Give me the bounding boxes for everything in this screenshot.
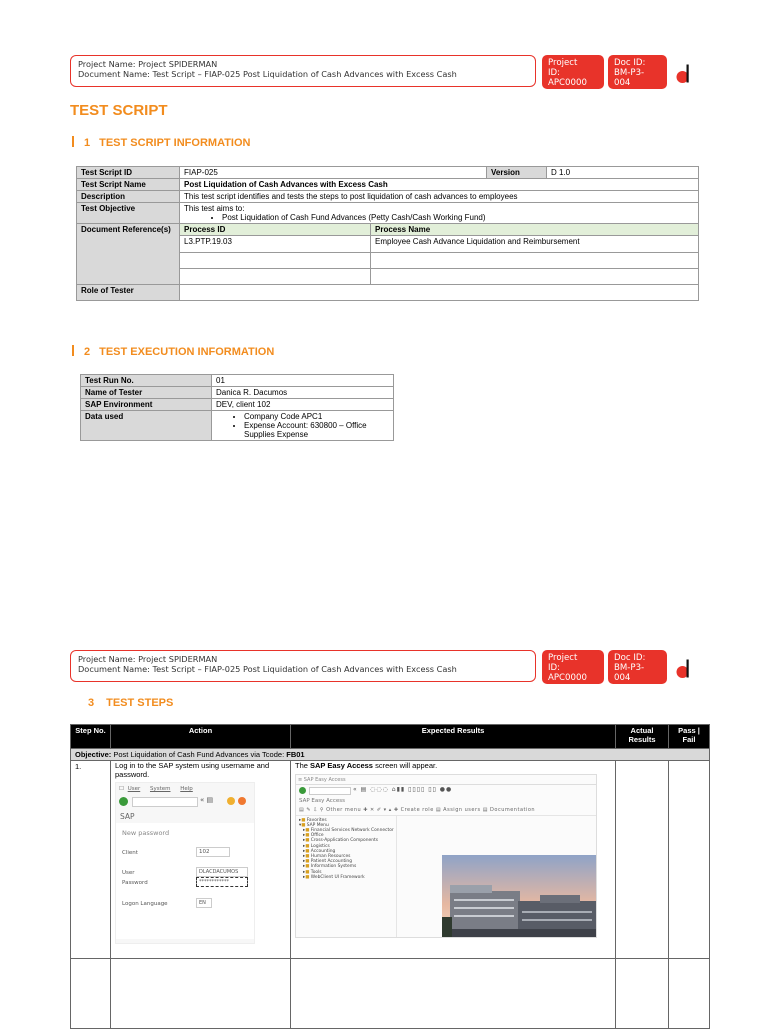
section-1-heading: 1 TEST SCRIPT INFORMATION bbox=[72, 136, 250, 149]
test-execution-info-table: Test Run No. 01 Name of Tester Danica R. Dacumos SAP Environment DEV, client 102 Data used • Company Code APC1 • Expense Account: 630800 – Office Supplies Expense bbox=[80, 374, 394, 441]
test-objective-value: This test aims to: • Post Liquidation of Cash Fund Advances (Petty Cash/Cash Working Fund) bbox=[180, 203, 699, 224]
doc-id-badge: Doc ID: BM-P3- 004 bbox=[608, 650, 667, 684]
building-photo bbox=[442, 855, 596, 937]
section-2-heading: 2 TEST EXECUTION INFORMATION bbox=[72, 345, 274, 358]
document-name: Document Name: Test Script – FIAP-025 Post Liquidation of Cash Advances with Excess Cash bbox=[78, 69, 457, 79]
description-value: This test script identifies and tests the steps to post liquidation of cash advances to employees bbox=[180, 191, 699, 203]
sap-environment: DEV, client 102 bbox=[212, 399, 394, 411]
step-actual-result bbox=[616, 761, 669, 959]
company-logo-icon bbox=[676, 659, 692, 679]
process-name: Employee Cash Advance Liquidation and Reimbursement bbox=[371, 236, 699, 253]
page-header bbox=[70, 55, 710, 91]
test-script-id: FIAP-025 bbox=[180, 167, 487, 179]
step-expected-result bbox=[291, 959, 616, 1029]
step-pass-fail bbox=[669, 761, 710, 959]
enter-check-icon bbox=[119, 797, 128, 806]
step-action bbox=[111, 959, 291, 1029]
section-3-heading: 3 TEST STEPS bbox=[88, 697, 174, 709]
page-header-2 bbox=[70, 650, 710, 686]
tester-name: Danica R. Dacumos bbox=[212, 387, 394, 399]
process-id: L3.PTP.19.03 bbox=[180, 236, 371, 253]
step-pass-fail bbox=[669, 959, 710, 1029]
project-id-badge: Project ID: APC0000 bbox=[542, 650, 604, 684]
sap-easy-access-screenshot: ≡ SAP Easy Access « ▤ ◌◌◌ ⌂▮▮ ▯▯▯▯ ▯▯ ●● SAP Easy Access ▤ ✎ ⇩ ⚲ Other menu ✚ ✕ ✐ ▾ ▴ ✚ Create role ▤ Assign users ▤ Documentation ▸■ Favorites ▾■ SAP Menu ▸■ Financial Services Network Connector ▸■ Office ▸■ Cross-Application Components ▸■ Logistics ▸■ Accounting ▸■ Human Resources ▸■ Patient Accounting ▸■ Information Systems ▸■ Tools ▸■ WebClient UI Framework bbox=[295, 774, 597, 938]
header-box bbox=[70, 55, 536, 87]
step-action: Log in to the SAP system using username and password. ☐ User System Help « ▤ SAP New password Client 102 User DLACDACUMOS Password ************ Logon Language EN bbox=[111, 761, 291, 959]
test-script-name: Post Liquidation of Cash Advances with Excess Cash bbox=[180, 179, 699, 191]
objective-row: Objective: Post Liquidation of Cash Fund Advances via Tcode: FB01 bbox=[71, 749, 710, 761]
step-number bbox=[71, 959, 111, 1029]
header-box bbox=[70, 650, 536, 682]
test-steps-table: Step No. Action Expected Results Actual Results Pass | Fail Objective: Post Liquidation of Cash Fund Advances via Tcode: FB01 1. Log in to the SAP system using username and password. ☐ User System Help « ▤ SAP New password Client 102 User DLACDACUMOS Password ************ Logon Language EN The SAP Easy Access screen will appear. ≡ SAP Easy Access « ▤ ◌◌◌ ⌂▮▮ ▯▯▯▯ ▯▯ ●● SAP Easy Access ▤ ✎ ⇩ ⚲ Other menu ✚ ✕ ✐ ▾ ▴ ✚ Create role ▤ Assign users ▤ Documentation ▸■ Favorites ▾■ SAP Menu ▸■ Financial Services Network Connector ▸■ Office ▸■ Cross-Application Components ▸■ Logistics ▸■ Accounting ▸■ Human Resources ▸■ Patient Accounting ▸■ Information Systems ▸■ Tools ▸■ WebClient UI Framework bbox=[70, 724, 710, 1029]
project-id-badge: Project ID: APC0000 bbox=[542, 55, 604, 89]
project-name: Project Name: Project SPIDERMAN bbox=[78, 654, 218, 664]
test-script-info-table: Test Script ID FIAP-025 Version D 1.0 Test Script Name Post Liquidation of Cash Advances with Excess Cash Description This test script identifies and tests the steps to post liquidation of cash advances to employees Test Objective This test aims to: • Post Liquidation of Cash Fund Advances (Petty Cash/Cash Working Fund) Document Reference(s) Process ID Process Name L3.PTP.19.03 Employee Cash Advance Liquidation and Reimbursement Role of Tester bbox=[76, 166, 699, 301]
test-run-no: 01 bbox=[212, 375, 394, 387]
data-used: • Company Code APC1 • Expense Account: 630800 – Office Supplies Expense bbox=[212, 411, 394, 441]
role-of-tester-value bbox=[180, 285, 699, 301]
step-actual-result bbox=[616, 959, 669, 1029]
document-name: Document Name: Test Script – FIAP-025 Post Liquidation of Cash Advances with Excess Cash bbox=[78, 664, 457, 674]
sap-logon-screenshot: ☐ User System Help « ▤ SAP New password Client 102 User DLACDACUMOS Password ************ Logon Language EN bbox=[115, 782, 255, 944]
doc-id-badge: Doc ID: BM-P3- 004 bbox=[608, 55, 667, 89]
document-references-label: Document Reference(s) bbox=[77, 224, 180, 285]
project-name: Project Name: Project SPIDERMAN bbox=[78, 59, 218, 69]
step-expected-result: The SAP Easy Access screen will appear. ≡ SAP Easy Access « ▤ ◌◌◌ ⌂▮▮ ▯▯▯▯ ▯▯ ●● SAP Easy Access ▤ ✎ ⇩ ⚲ Other menu ✚ ✕ ✐ ▾ ▴ ✚ Create role ▤ Assign users ▤ Documentation ▸■ Favorites ▾■ SAP Menu ▸■ Financial Services Network Connector ▸■ Office ▸■ Cross-Application Components ▸■ Logistics ▸■ Accounting ▸■ Human Resources ▸■ Patient Accounting ▸■ Information Systems ▸■ Tools ▸■ WebClient UI Framework bbox=[291, 761, 616, 959]
step-number: 1. bbox=[71, 761, 111, 959]
company-logo-icon bbox=[676, 64, 692, 84]
sap-menu-tree: ▸■ Favorites ▾■ SAP Menu ▸■ Financial Services Network Connector ▸■ Office ▸■ Cross-Application Components ▸■ Logistics ▸■ Accounting ▸■ Human Resources ▸■ Patient Accounting ▸■ Information Systems ▸■ Tools ▸■ WebClient UI Framework bbox=[299, 817, 394, 880]
page-title: TEST SCRIPT bbox=[70, 102, 168, 119]
version-value: D 1.0 bbox=[547, 167, 699, 179]
